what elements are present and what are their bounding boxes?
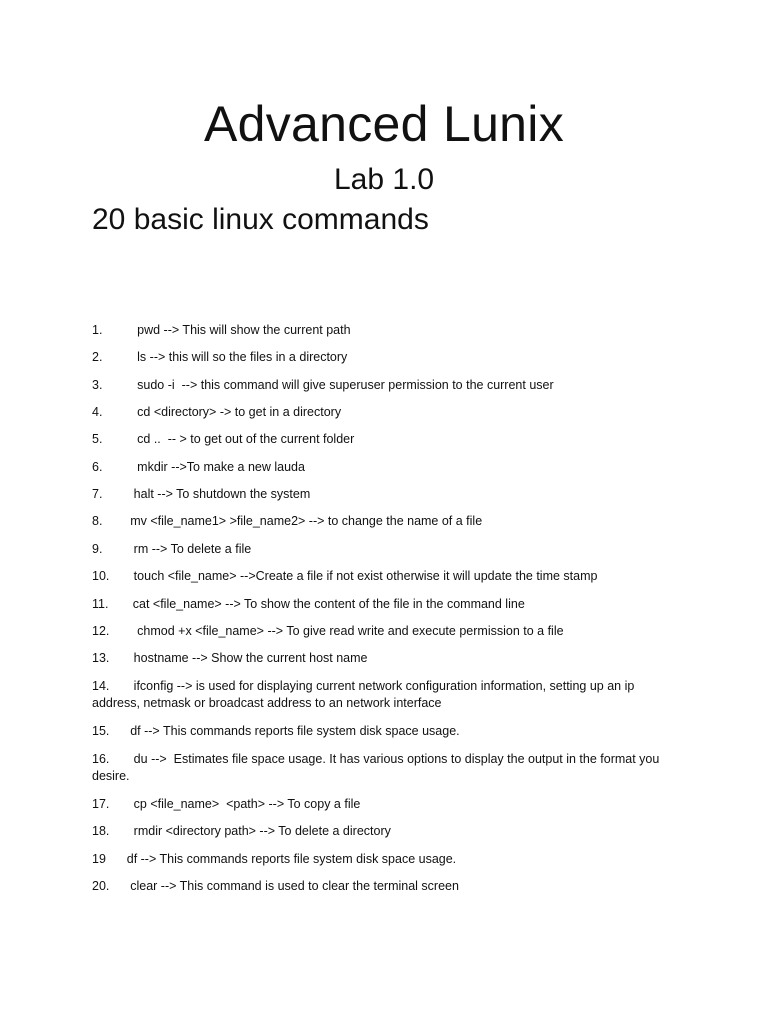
command-item-14: 14. ifconfig --> is used for displaying current network configuration information, setting up an ip address, netmask or broadcast address to an network interface — [92, 679, 638, 710]
command-item-17: 17. cp <file_name> <path> --> To copy a file — [92, 797, 361, 811]
section-heading: 20 basic linux commands — [92, 203, 429, 236]
command-item-8: 8. mv <file_name1> >file_name2> --> to change the name of a file — [92, 514, 483, 528]
command-item-18: 18. rmdir <directory path> --> To delete a directory — [92, 824, 391, 838]
command-item-2: 2. ls --> this will so the files in a directory — [92, 350, 348, 364]
command-item-20: 20. clear --> This command is used to clear the terminal screen — [92, 879, 459, 893]
command-item-4: 4. cd <directory> -> to get in a directory — [92, 405, 342, 419]
command-item-1: 1. pwd --> This will show the current path — [92, 323, 351, 337]
document-subtitle: Lab 1.0 — [334, 163, 435, 196]
command-item-13: 13. hostname --> Show the current host name — [92, 651, 368, 665]
command-item-10: 10. touch <file_name> -->Create a file if not exist otherwise it will update the time stamp — [92, 569, 598, 583]
command-item-15: 15. df --> This commands reports file system disk space usage. — [92, 724, 460, 738]
command-item-11: 11. cat <file_name> --> To show the content of the file in the command line — [92, 597, 525, 611]
command-item-5: 5. cd .. -- > to get out of the current folder — [92, 432, 355, 446]
command-item-12: 12. chmod +x <file_name> --> To give read write and execute permission to a file — [92, 624, 564, 638]
command-item-3: 3. sudo -i --> this command will give superuser permission to the current user — [92, 378, 554, 392]
document-title: Advanced Lunix — [203, 96, 564, 152]
command-item-6: 6. mkdir -->To make a new lauda — [92, 460, 305, 474]
command-item-9: 9. rm --> To delete a file — [92, 542, 252, 556]
command-item-16: 16. du --> Estimates file space usage. It has various options to display the output in the format you desire. — [92, 752, 663, 783]
command-item-7: 7. halt --> To shutdown the system — [92, 487, 311, 501]
command-item-19: 19 df --> This commands reports file system disk space usage. — [92, 852, 457, 866]
